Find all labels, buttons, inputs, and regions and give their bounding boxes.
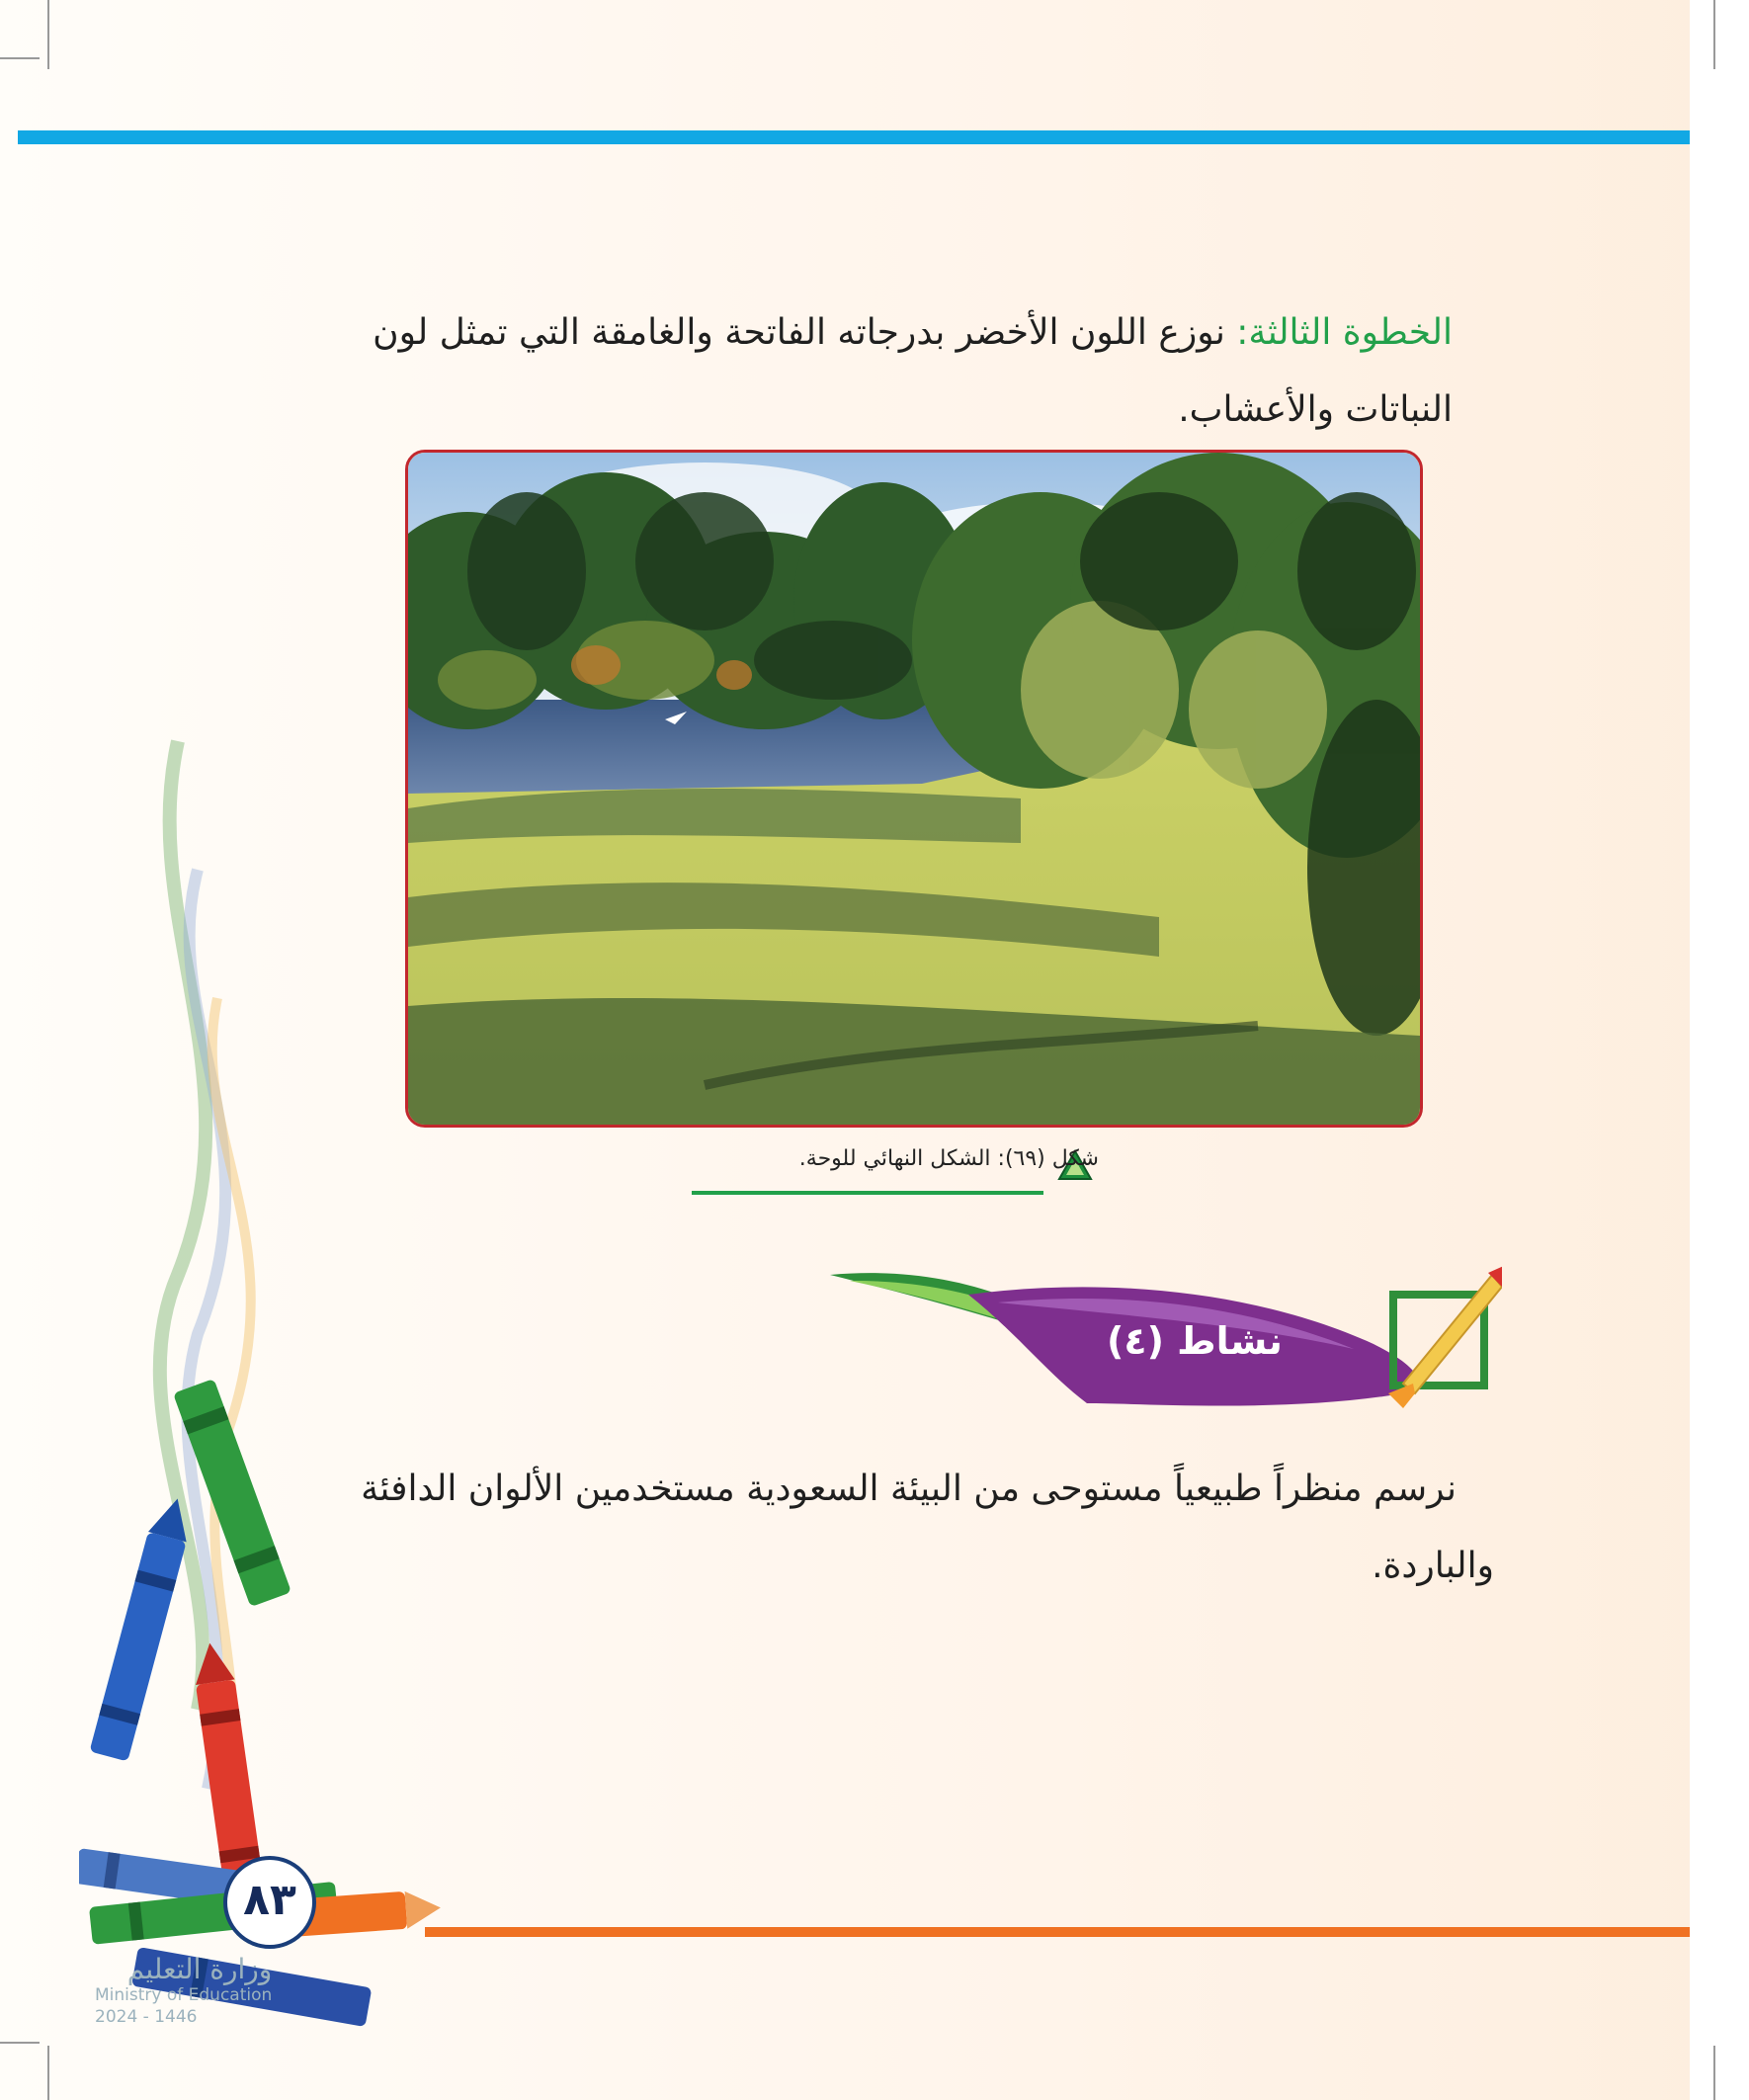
landscape-painting bbox=[405, 450, 1423, 1128]
crop-mark bbox=[47, 0, 49, 69]
step-label: الخطوة الثالثة: bbox=[1236, 312, 1453, 353]
crop-mark bbox=[0, 57, 40, 59]
landscape-painting-image bbox=[408, 453, 1420, 1125]
ministry-english: Ministry of Education bbox=[95, 1985, 273, 2005]
step-text: نوزع اللون الأخضر بدرجاته الفاتحة والغامقة التي تمثل لون النباتات والأعشاب. bbox=[373, 312, 1453, 430]
bottom-rule bbox=[425, 1927, 1690, 1937]
activity-title: نشاط (٤) bbox=[1107, 1319, 1283, 1363]
crop-mark bbox=[47, 2046, 49, 2100]
activity-paragraph: نرسم منظراً طبيعياً مستوحى من البيئة السعودية مستخدمين الألوان الدافئة والباردة. bbox=[361, 1469, 1494, 1586]
crop-mark bbox=[1713, 0, 1715, 69]
crop-mark bbox=[0, 2042, 40, 2044]
crayons-illustration bbox=[79, 721, 474, 2056]
ministry-arabic: وزارة التعليم bbox=[126, 1953, 273, 1985]
rocket-icon bbox=[1388, 1265, 1502, 1408]
crop-mark bbox=[1713, 2046, 1715, 2100]
figure-caption: شكل (٦٩): الشكل النهائي للوحة. bbox=[798, 1146, 1099, 1171]
page-number: ٨٣ bbox=[223, 1856, 316, 1949]
page-margin-strip bbox=[1690, 0, 1749, 2100]
step-paragraph bbox=[267, 294, 1453, 449]
ministry-year: 2024 - 1446 bbox=[95, 2007, 198, 2027]
ministry-logo bbox=[95, 1955, 272, 2028]
top-rule bbox=[18, 130, 1690, 144]
caption-underline bbox=[692, 1191, 1043, 1195]
